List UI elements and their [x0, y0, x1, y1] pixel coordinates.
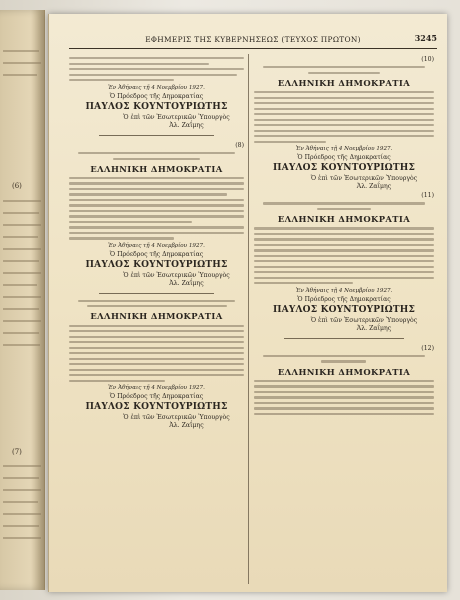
- decree-8-date: Ἐν Ἀθήναις τῇ 4 Νοεμβρίου 1927.: [108, 242, 205, 249]
- page-number: 3245: [414, 33, 437, 43]
- adjacent-page-strip: [0, 10, 45, 590]
- minister-name: Ἀλ. Ζαΐμης: [169, 279, 204, 287]
- decree-9: [69, 300, 244, 429]
- republic-heading: ΕΛΛΗΝΙΚΗ ΔΗΜΟΚΡΑΤΙΑ: [90, 163, 223, 174]
- gazette-title: ΕΦΗΜΕΡΙΣ ΤΗΣ ΚΥΒΕΡΝΗΣΕΩΣ (ΤΕΥΧΟΣ ΠΡΩΤΟΝ): [145, 35, 361, 44]
- minister-title: Ὁ ἐπὶ τῶν Ἐσωτερικῶν Ὑπουργὸς: [310, 316, 418, 324]
- decree-number: (11): [421, 192, 434, 200]
- gazette-page: [48, 14, 447, 592]
- strip-number: (7): [12, 448, 22, 456]
- minister-title: Ὁ ἐπὶ τῶν Ἐσωτερικῶν Ὑπουργὸς: [123, 271, 230, 279]
- decree-separator: [99, 293, 214, 294]
- column-divider: [248, 54, 249, 584]
- president-name: ΠΑΥΛΟΣ ΚΟΥΝΤΟΥΡΙΩΤΗΣ: [85, 101, 228, 112]
- decree-10: [254, 56, 434, 190]
- decree-10-date: Ἐν Ἀθήναις τῇ 4 Νοεμβρίου 1927.: [295, 146, 393, 153]
- decree-separator: [99, 135, 214, 136]
- republic-heading: ΕΛΛΗΝΙΚΗ ΔΗΜΟΚΡΑΤΙΑ: [277, 366, 411, 377]
- republic-heading: ΕΛΛΗΝΙΚΗ ΔΗΜΟΚΡΑΤΙΑ: [90, 311, 223, 322]
- president-name: ΠΑΥΛΟΣ ΚΟΥΝΤΟΥΡΙΩΤΗΣ: [272, 163, 416, 174]
- president-title: Ὁ Πρόεδρος τῆς Δημοκρατίας: [297, 154, 391, 162]
- decree-7-date: Ἐν Ἀθήναις τῇ 4 Νοεμβρίου 1927.: [108, 84, 205, 91]
- minister-title: Ὁ ἐπὶ τῶν Ἐσωτερικῶν Ὑπουργὸς: [123, 113, 230, 121]
- decree-12: [254, 345, 434, 415]
- decree-11: [254, 192, 434, 332]
- president-title: Ὁ Πρόεδρος τῆς Δημοκρατίας: [109, 250, 204, 258]
- strip-number: (6): [12, 182, 22, 190]
- decree-number: (10): [421, 56, 434, 63]
- decree-number: (8): [235, 141, 244, 149]
- right-column: [254, 54, 434, 418]
- decree-11-date: Ἐν Ἀθήναις τῇ 4 Νοεμβρίου 1927.: [295, 287, 393, 294]
- decree-separator: [284, 338, 404, 339]
- minister-title: Ὁ ἐπὶ τῶν Ἐσωτερικῶν Ὑπουργὸς: [123, 414, 230, 422]
- president-title: Ὁ Πρόεδρος τῆς Δημοκρατίας: [109, 92, 204, 100]
- president-name: ΠΑΥΛΟΣ ΚΟΥΝΤΟΥΡΙΩΤΗΣ: [85, 402, 228, 413]
- minister-name: Ἀλ. Ζαΐμης: [169, 121, 204, 129]
- minister-name: Ἀλ. Ζαΐμης: [356, 183, 392, 191]
- president-title: Ὁ Πρόεδρος τῆς Δημοκρατίας: [297, 295, 391, 303]
- minister-name: Ἀλ. Ζαΐμης: [169, 422, 204, 430]
- page-header: [69, 34, 437, 49]
- republic-heading: ΕΛΛΗΝΙΚΗ ΔΗΜΟΚΡΑΤΙΑ: [277, 77, 411, 88]
- decree-8: [69, 142, 244, 287]
- president-name: ΠΑΥΛΟΣ ΚΟΥΝΤΟΥΡΙΩΤΗΣ: [85, 259, 228, 270]
- republic-heading: ΕΛΛΗΝΙΚΗ ΔΗΜΟΚΡΑΤΙΑ: [277, 214, 411, 225]
- minister-name: Ἀλ. Ζαΐμης: [356, 324, 392, 332]
- left-column: [69, 54, 244, 430]
- decree-9-date: Ἐν Ἀθήναις τῇ 4 Νοεμβρίου 1927.: [108, 385, 205, 392]
- decree-7-tail: [69, 57, 244, 128]
- president-title: Ὁ Πρόεδρος τῆς Δημοκρατίας: [109, 393, 204, 401]
- decree-number: (12): [421, 344, 434, 352]
- minister-title: Ὁ ἐπὶ τῶν Ἐσωτερικῶν Ὑπουργὸς: [310, 175, 418, 183]
- president-name: ΠΑΥΛΟΣ ΚΟΥΝΤΟΥΡΙΩΤΗΣ: [272, 304, 416, 315]
